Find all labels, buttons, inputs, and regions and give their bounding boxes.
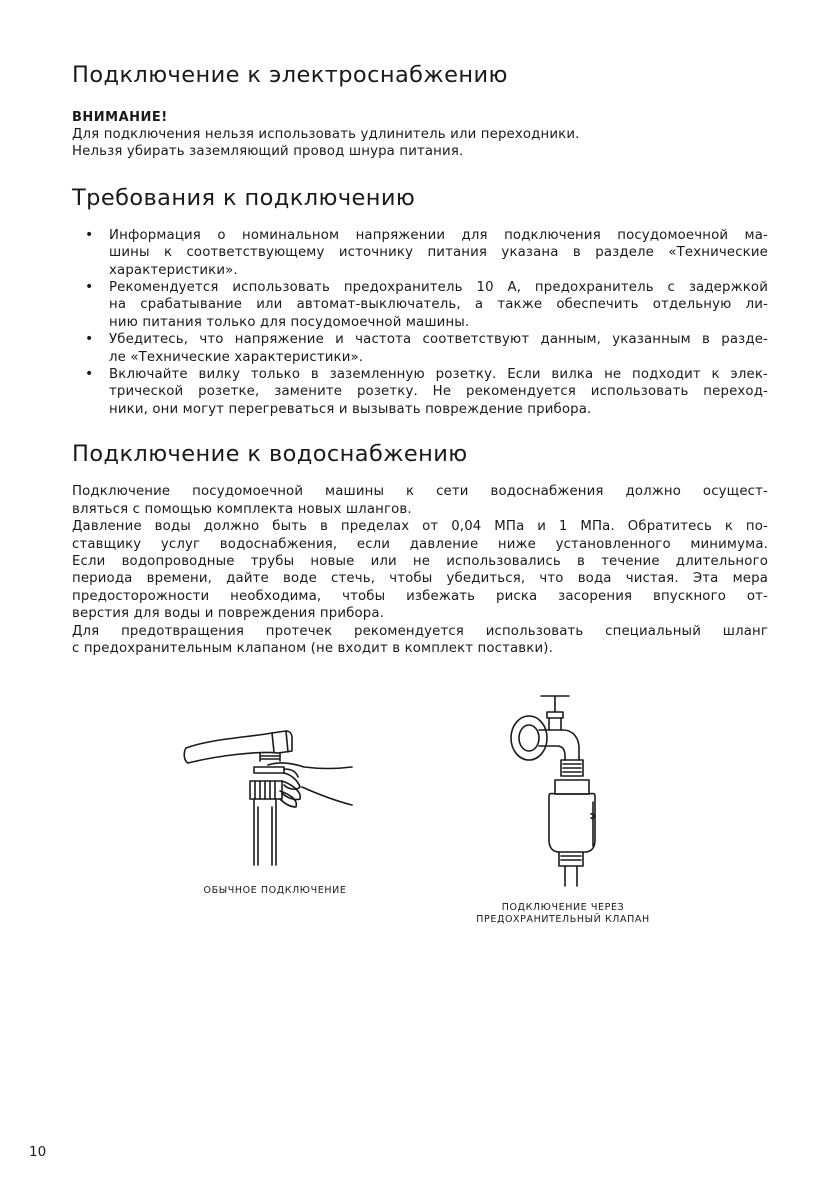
caption-line: ПОДКЛЮЧЕНИЕ ЧЕРЕЗ bbox=[501, 902, 625, 913]
warning-line: Для подключения нельзя использовать удлинитель или переходники. bbox=[72, 127, 580, 142]
text-line: Подключение посудомоечной машины к сети водоснабжения должно осущест- bbox=[72, 484, 768, 500]
safety-valve-connection-illustration bbox=[505, 690, 625, 890]
standard-connection-caption: ОБЫЧНОЕ ПОДКЛЮЧЕНИЕ bbox=[203, 885, 347, 896]
caption-line: ПРЕДОХРАНИТЕЛЬНЫЙ КЛАПАН bbox=[476, 914, 650, 925]
section-title-power: Подключение к электроснабжению bbox=[72, 62, 508, 88]
text-line: Если водопроводные трубы новые или не использовались в течение длительного bbox=[72, 553, 768, 569]
standard-connection-illustration bbox=[180, 725, 360, 875]
warning-line: Нельзя убирать заземляющий провод шнура питания. bbox=[72, 144, 464, 160]
section-title-water: Подключение к водоснабжению bbox=[72, 441, 468, 468]
text-line: предосторожности необходима, чтобы избежать риска засорения впускного от- bbox=[72, 588, 768, 604]
list-item-line: • Убедитесь, что напряжение и частота соответствуют данным, указанным в разде- bbox=[109, 332, 768, 348]
text-line: Для предотвращения протечек рекомендуется использовать специальный шланг bbox=[72, 623, 768, 639]
list-item-line: • Включайте вилку только в заземленную розетку. Если вилка не подходит к элек- bbox=[109, 367, 768, 383]
list-item-line: • Рекомендуется использовать предохранитель 10 А, предохранитель с задержкой bbox=[109, 280, 768, 296]
text-line: Давление воды должно быть в пределах от 0,04 МПа и 1 МПа. Обратитесь к по- bbox=[72, 519, 768, 535]
list-item-line: на срабатывание или автомат-выключатель, а также обеспечить отдельную ли- bbox=[109, 297, 768, 313]
list-item-line: ле «Технические характеристики». bbox=[109, 349, 364, 365]
text-line: вляться с помощью комплекта новых шлангов. bbox=[72, 501, 412, 517]
list-item bbox=[72, 366, 768, 418]
list-item-line: ники, они могут перегреваться и вызывать повреждение прибора. bbox=[109, 401, 592, 417]
page-number: 10 bbox=[29, 1144, 47, 1160]
section-title-requirements: Требования к подключению bbox=[72, 184, 416, 211]
text-line: с предохранительным клапаном (не входит в комплект поставки). bbox=[72, 640, 553, 656]
text-line: верстия для воды и повреждения прибора. bbox=[72, 606, 385, 622]
page-content bbox=[72, 60, 768, 657]
list-item-line: трической розетке, замените розетку. Не рекомендуется использовать переход- bbox=[109, 384, 768, 400]
list-item bbox=[72, 279, 768, 331]
warning-title: ВНИМАНИЕ! bbox=[72, 110, 168, 125]
list-item-line: шины к соответствующему источнику питания указана в разделе «Технические bbox=[109, 245, 768, 261]
requirements-list bbox=[72, 227, 768, 418]
list-item-line: • Информация о номинальном напряжении для подключения посудомоечной ма- bbox=[109, 227, 768, 243]
list-item-line: характеристики». bbox=[109, 262, 238, 278]
list-item bbox=[72, 331, 768, 366]
warning-text bbox=[72, 126, 768, 161]
text-line: ставщику услуг водоснабжения, если давление ниже установленного минимума. bbox=[72, 536, 768, 552]
safety-valve-connection-caption bbox=[448, 902, 678, 926]
water-text bbox=[72, 483, 768, 657]
list-item-line: нию питания только для посудомоечной машины. bbox=[109, 314, 470, 330]
text-line: периода времени, дайте воде стечь, чтобы убедиться, что вода чистая. Эта мера bbox=[72, 571, 768, 587]
list-item bbox=[72, 227, 768, 279]
